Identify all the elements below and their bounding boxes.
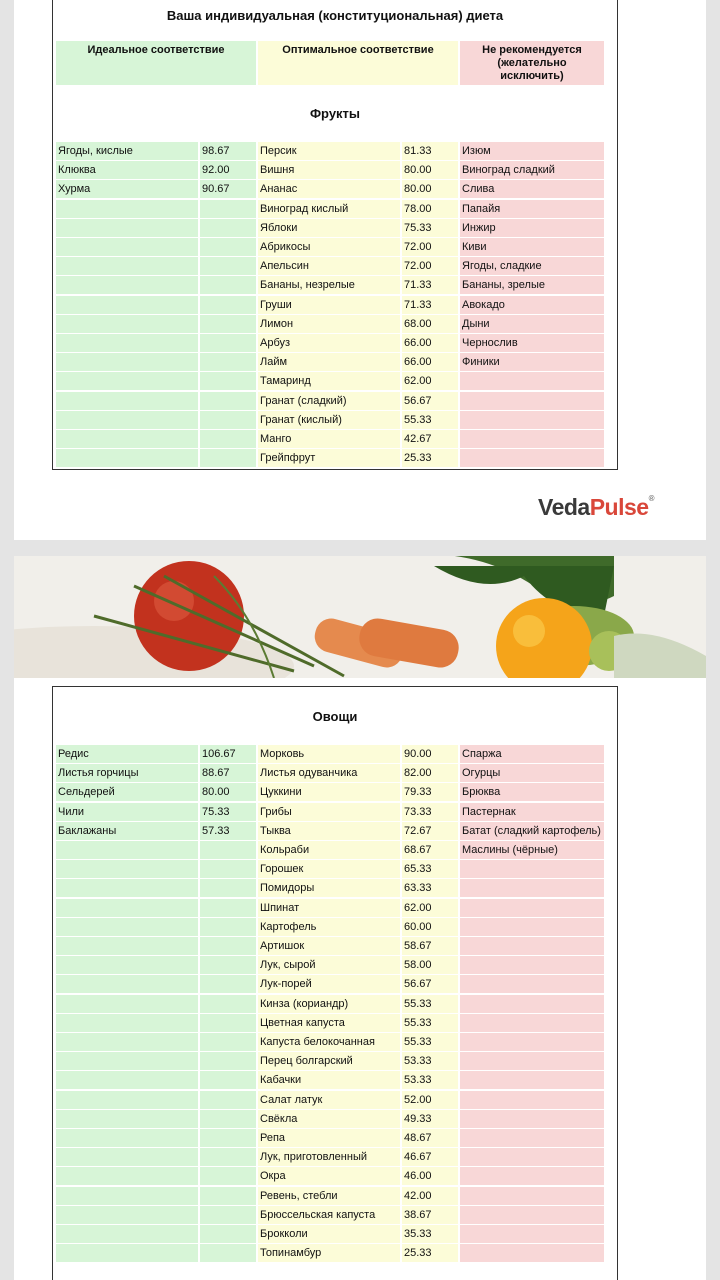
optimal-food-cell: Яблоки: [258, 219, 400, 237]
optimal-food-cell: Окра: [258, 1167, 400, 1185]
vegetables-row: [56, 918, 604, 936]
optimal-food-cell: Горошек: [258, 860, 400, 878]
vegetables-row: [56, 975, 604, 993]
fruits-row: [56, 315, 604, 333]
not-recommended-food-cell: [460, 1110, 604, 1128]
vegetables-row: [56, 899, 604, 917]
ideal-food-cell: [56, 238, 198, 256]
ideal-score-cell: [200, 1033, 256, 1051]
vegetables-row: [56, 764, 604, 782]
fruits-row: [56, 161, 604, 179]
ideal-score-cell: [200, 956, 256, 974]
logo-veda: Veda: [538, 494, 590, 520]
optimal-food-cell: Кабачки: [258, 1071, 400, 1089]
optimal-food-cell: Грейпфрут: [258, 449, 400, 467]
optimal-score-cell: 60.00: [402, 918, 458, 936]
ideal-food-cell: [56, 1091, 198, 1109]
not-recommended-food-cell: [460, 956, 604, 974]
ideal-score-cell: [200, 353, 256, 371]
logo-pulse: Pulse: [589, 494, 649, 520]
not-recommended-food-cell: [460, 1052, 604, 1070]
ideal-food-cell: [56, 257, 198, 275]
not-recommended-food-cell: Пастернак: [460, 803, 604, 821]
ideal-score-cell: [200, 995, 256, 1013]
not-recommended-food-cell: [460, 860, 604, 878]
ideal-food-cell: Ягоды, кислые: [56, 142, 198, 160]
not-recommended-food-cell: Финики: [460, 353, 604, 371]
vegetables-row: [56, 1014, 604, 1032]
optimal-score-cell: 81.33: [402, 142, 458, 160]
vegetables-row: [56, 1187, 604, 1205]
optimal-score-cell: 48.67: [402, 1129, 458, 1147]
report-page-1: [14, 0, 706, 540]
ideal-food-cell: [56, 219, 198, 237]
optimal-food-cell: Салат латук: [258, 1091, 400, 1109]
optimal-food-cell: Тыква: [258, 822, 400, 840]
optimal-food-cell: Вишня: [258, 161, 400, 179]
fruits-row: [56, 219, 604, 237]
optimal-food-cell: Лук, приготовленный: [258, 1148, 400, 1166]
vegetables-row: [56, 1110, 604, 1128]
ideal-food-cell: [56, 918, 198, 936]
ideal-food-cell: [56, 860, 198, 878]
optimal-score-cell: 25.33: [402, 1244, 458, 1262]
ideal-food-cell: [56, 430, 198, 448]
ideal-food-cell: [56, 276, 198, 294]
ideal-score-cell: [200, 449, 256, 467]
fruits-row: [56, 392, 604, 410]
vegetables-illustration: [14, 556, 706, 678]
optimal-food-cell: Топинамбур: [258, 1244, 400, 1262]
ideal-score-cell: [200, 918, 256, 936]
not-recommended-food-cell: Ягоды, сладкие: [460, 257, 604, 275]
ideal-score-cell: 75.33: [200, 803, 256, 821]
not-recommended-food-cell: Батат (сладкий картофель): [460, 822, 604, 840]
ideal-score-cell: [200, 1187, 256, 1205]
ideal-score-cell: 57.33: [200, 822, 256, 840]
vegetables-row: [56, 1071, 604, 1089]
ideal-score-cell: [200, 899, 256, 917]
optimal-score-cell: 25.33: [402, 449, 458, 467]
vegetables-row: [56, 1129, 604, 1147]
not-recommended-food-cell: Слива: [460, 180, 604, 198]
ideal-score-cell: [200, 219, 256, 237]
optimal-score-cell: 80.00: [402, 180, 458, 198]
header-not-recommended: [460, 41, 604, 85]
optimal-food-cell: Цветная капуста: [258, 1014, 400, 1032]
optimal-score-cell: 42.00: [402, 1187, 458, 1205]
not-recommended-food-cell: [460, 937, 604, 955]
optimal-food-cell: Помидоры: [258, 879, 400, 897]
vegetables-row: [56, 995, 604, 1013]
optimal-food-cell: Абрикосы: [258, 238, 400, 256]
optimal-score-cell: 46.00: [402, 1167, 458, 1185]
ideal-food-cell: [56, 899, 198, 917]
fruits-row: [56, 449, 604, 467]
not-recommended-food-cell: Брюква: [460, 783, 604, 801]
optimal-score-cell: 71.33: [402, 276, 458, 294]
optimal-food-cell: Репа: [258, 1129, 400, 1147]
ideal-food-cell: [56, 1110, 198, 1128]
fruits-row: [56, 430, 604, 448]
optimal-food-cell: Лук-порей: [258, 975, 400, 993]
not-recommended-food-cell: Киви: [460, 238, 604, 256]
not-recommended-food-cell: [460, 1244, 604, 1262]
ideal-food-cell: Клюква: [56, 161, 198, 179]
ideal-food-cell: [56, 353, 198, 371]
vegetables-row: [56, 783, 604, 801]
optimal-food-cell: Виноград кислый: [258, 200, 400, 218]
fruits-row: [56, 411, 604, 429]
fruits-row: [56, 334, 604, 352]
ideal-food-cell: Редис: [56, 745, 198, 763]
diet-table-vegetables: [52, 686, 618, 1280]
ideal-food-cell: Листья горчицы: [56, 764, 198, 782]
optimal-food-cell: Арбуз: [258, 334, 400, 352]
optimal-food-cell: Морковь: [258, 745, 400, 763]
optimal-score-cell: 49.33: [402, 1110, 458, 1128]
optimal-score-cell: 58.00: [402, 956, 458, 974]
vegetables-row: [56, 956, 604, 974]
optimal-food-cell: Лимон: [258, 315, 400, 333]
header-optimal: Оптимальное соответствие: [258, 41, 458, 85]
optimal-score-cell: 56.67: [402, 975, 458, 993]
ideal-food-cell: [56, 1187, 198, 1205]
vegetables-row: [56, 1148, 604, 1166]
optimal-score-cell: 53.33: [402, 1071, 458, 1089]
ideal-food-cell: [56, 841, 198, 859]
ideal-score-cell: [200, 1110, 256, 1128]
report-page-2: [14, 556, 706, 1280]
ideal-score-cell: [200, 238, 256, 256]
ideal-score-cell: 88.67: [200, 764, 256, 782]
ideal-food-cell: [56, 334, 198, 352]
fruits-row: [56, 180, 604, 198]
diet-table-fruits: [52, 0, 618, 470]
not-recommended-food-cell: [460, 1129, 604, 1147]
ideal-score-cell: [200, 937, 256, 955]
ideal-food-cell: [56, 956, 198, 974]
ideal-food-cell: [56, 1071, 198, 1089]
not-recommended-food-cell: [460, 411, 604, 429]
optimal-food-cell: Лук, сырой: [258, 956, 400, 974]
ideal-food-cell: [56, 372, 198, 390]
optimal-score-cell: 53.33: [402, 1052, 458, 1070]
optimal-score-cell: 42.67: [402, 430, 458, 448]
not-recommended-food-cell: Огурцы: [460, 764, 604, 782]
optimal-food-cell: Гранат (кислый): [258, 411, 400, 429]
not-recommended-food-cell: [460, 392, 604, 410]
vegetables-row: [56, 1225, 604, 1243]
not-recommended-food-cell: [460, 1206, 604, 1224]
header-not-recommended-line1: Не рекомендуется: [482, 44, 582, 56]
ideal-food-cell: [56, 200, 198, 218]
ideal-score-cell: [200, 1225, 256, 1243]
ideal-score-cell: 90.67: [200, 180, 256, 198]
ideal-food-cell: [56, 1052, 198, 1070]
ideal-score-cell: [200, 315, 256, 333]
optimal-score-cell: 66.00: [402, 353, 458, 371]
optimal-food-cell: Шпинат: [258, 899, 400, 917]
ideal-food-cell: [56, 411, 198, 429]
optimal-score-cell: 52.00: [402, 1091, 458, 1109]
optimal-score-cell: 78.00: [402, 200, 458, 218]
not-recommended-food-cell: Чернослив: [460, 334, 604, 352]
ideal-score-cell: [200, 860, 256, 878]
ideal-food-cell: [56, 1014, 198, 1032]
optimal-score-cell: 72.00: [402, 257, 458, 275]
optimal-score-cell: 62.00: [402, 372, 458, 390]
optimal-score-cell: 56.67: [402, 392, 458, 410]
ideal-score-cell: 92.00: [200, 161, 256, 179]
ideal-food-cell: [56, 1167, 198, 1185]
optimal-score-cell: 65.33: [402, 860, 458, 878]
vegetables-row: [56, 1244, 604, 1262]
ideal-score-cell: [200, 1052, 256, 1070]
optimal-food-cell: Брокколи: [258, 1225, 400, 1243]
ideal-food-cell: [56, 975, 198, 993]
optimal-food-cell: Ревень, стебли: [258, 1187, 400, 1205]
optimal-score-cell: 71.33: [402, 296, 458, 314]
not-recommended-food-cell: [460, 372, 604, 390]
vegetables-row: [56, 1091, 604, 1109]
not-recommended-food-cell: [460, 879, 604, 897]
not-recommended-food-cell: [460, 449, 604, 467]
optimal-score-cell: 72.00: [402, 238, 458, 256]
ideal-score-cell: [200, 1244, 256, 1262]
not-recommended-food-cell: [460, 1033, 604, 1051]
ideal-score-cell: [200, 879, 256, 897]
ideal-food-cell: [56, 315, 198, 333]
ideal-food-cell: [56, 1129, 198, 1147]
optimal-food-cell: Грибы: [258, 803, 400, 821]
vegetables-row: [56, 841, 604, 859]
ideal-score-cell: [200, 1167, 256, 1185]
vegetables-row: [56, 879, 604, 897]
ideal-score-cell: 106.67: [200, 745, 256, 763]
optimal-score-cell: 55.33: [402, 411, 458, 429]
ideal-score-cell: [200, 975, 256, 993]
header-ideal: Идеальное соответствие: [56, 41, 256, 85]
fruits-row: [56, 372, 604, 390]
ideal-food-cell: [56, 995, 198, 1013]
ideal-score-cell: [200, 841, 256, 859]
optimal-score-cell: 68.67: [402, 841, 458, 859]
optimal-score-cell: 90.00: [402, 745, 458, 763]
optimal-score-cell: 79.33: [402, 783, 458, 801]
optimal-food-cell: Свёкла: [258, 1110, 400, 1128]
ideal-score-cell: 80.00: [200, 783, 256, 801]
header-not-recommended-line2: (желательно: [497, 57, 567, 69]
optimal-score-cell: 66.00: [402, 334, 458, 352]
vedapulse-logo: [538, 494, 654, 521]
not-recommended-food-cell: Дыни: [460, 315, 604, 333]
vegetables-row: [56, 745, 604, 763]
optimal-food-cell: Бананы, незрелые: [258, 276, 400, 294]
optimal-food-cell: Тамаринд: [258, 372, 400, 390]
vegetables-row: [56, 803, 604, 821]
ideal-score-cell: [200, 1071, 256, 1089]
fruits-row: [56, 200, 604, 218]
optimal-food-cell: Гранат (сладкий): [258, 392, 400, 410]
ideal-food-cell: Баклажаны: [56, 822, 198, 840]
optimal-score-cell: 35.33: [402, 1225, 458, 1243]
fruits-row: [56, 353, 604, 371]
optimal-food-cell: Апельсин: [258, 257, 400, 275]
ideal-food-cell: Хурма: [56, 180, 198, 198]
ideal-score-cell: [200, 200, 256, 218]
ideal-score-cell: [200, 1014, 256, 1032]
optimal-score-cell: 55.33: [402, 1033, 458, 1051]
section-title-vegetables: Овощи: [312, 709, 358, 724]
optimal-score-cell: 55.33: [402, 1014, 458, 1032]
not-recommended-food-cell: Инжир: [460, 219, 604, 237]
ideal-score-cell: [200, 1091, 256, 1109]
not-recommended-food-cell: Маслины (чёрные): [460, 841, 604, 859]
not-recommended-food-cell: [460, 1091, 604, 1109]
ideal-score-cell: 98.67: [200, 142, 256, 160]
optimal-score-cell: 58.67: [402, 937, 458, 955]
ideal-score-cell: [200, 1206, 256, 1224]
not-recommended-food-cell: [460, 430, 604, 448]
ideal-food-cell: [56, 1225, 198, 1243]
ideal-food-cell: Сельдерей: [56, 783, 198, 801]
ideal-food-cell: [56, 879, 198, 897]
not-recommended-food-cell: Спаржа: [460, 745, 604, 763]
not-recommended-food-cell: Виноград сладкий: [460, 161, 604, 179]
optimal-food-cell: Картофель: [258, 918, 400, 936]
ideal-food-cell: [56, 937, 198, 955]
optimal-score-cell: 63.33: [402, 879, 458, 897]
not-recommended-food-cell: [460, 1225, 604, 1243]
vegetables-row: [56, 937, 604, 955]
ideal-score-cell: [200, 257, 256, 275]
fruits-row: [56, 142, 604, 160]
not-recommended-food-cell: [460, 975, 604, 993]
vegetables-banner-image: [14, 556, 706, 678]
ideal-food-cell: [56, 392, 198, 410]
optimal-score-cell: 73.33: [402, 803, 458, 821]
ideal-score-cell: [200, 392, 256, 410]
not-recommended-food-cell: Изюм: [460, 142, 604, 160]
optimal-score-cell: 38.67: [402, 1206, 458, 1224]
fruits-row: [56, 296, 604, 314]
ideal-food-cell: [56, 1206, 198, 1224]
optimal-food-cell: Перец болгарский: [258, 1052, 400, 1070]
optimal-food-cell: Ананас: [258, 180, 400, 198]
optimal-food-cell: Кольраби: [258, 841, 400, 859]
not-recommended-food-cell: Папайя: [460, 200, 604, 218]
logo-trademark: ®: [648, 494, 654, 503]
optimal-score-cell: 46.67: [402, 1148, 458, 1166]
ideal-food-cell: [56, 296, 198, 314]
ideal-food-cell: [56, 1033, 198, 1051]
not-recommended-food-cell: [460, 1167, 604, 1185]
optimal-food-cell: Капуста белокочанная: [258, 1033, 400, 1051]
vegetables-row: [56, 860, 604, 878]
not-recommended-food-cell: [460, 1071, 604, 1089]
optimal-score-cell: 55.33: [402, 995, 458, 1013]
vegetables-row: [56, 1206, 604, 1224]
fruits-row: [56, 257, 604, 275]
optimal-food-cell: Листья одуванчика: [258, 764, 400, 782]
not-recommended-food-cell: [460, 1187, 604, 1205]
ideal-score-cell: [200, 372, 256, 390]
optimal-score-cell: 75.33: [402, 219, 458, 237]
ideal-score-cell: [200, 296, 256, 314]
vegetables-row: [56, 1033, 604, 1051]
not-recommended-food-cell: [460, 1014, 604, 1032]
optimal-score-cell: 62.00: [402, 899, 458, 917]
ideal-score-cell: [200, 430, 256, 448]
not-recommended-food-cell: [460, 1148, 604, 1166]
not-recommended-food-cell: [460, 899, 604, 917]
optimal-food-cell: Лайм: [258, 353, 400, 371]
vegetables-row: [56, 822, 604, 840]
optimal-food-cell: Манго: [258, 430, 400, 448]
ideal-score-cell: [200, 276, 256, 294]
ideal-score-cell: [200, 334, 256, 352]
optimal-food-cell: Брюссельская капуста: [258, 1206, 400, 1224]
fruits-row: [56, 276, 604, 294]
optimal-food-cell: Персик: [258, 142, 400, 160]
optimal-score-cell: 80.00: [402, 161, 458, 179]
section-title-fruits: Фрукты: [309, 106, 361, 121]
header-not-recommended-line3: исключить): [500, 70, 564, 82]
optimal-food-cell: Артишок: [258, 937, 400, 955]
optimal-food-cell: Кинза (кориандр): [258, 995, 400, 1013]
vegetables-row: [56, 1052, 604, 1070]
not-recommended-food-cell: Бананы, зрелые: [460, 276, 604, 294]
optimal-score-cell: 82.00: [402, 764, 458, 782]
ideal-food-cell: [56, 449, 198, 467]
optimal-score-cell: 72.67: [402, 822, 458, 840]
not-recommended-food-cell: Авокадо: [460, 296, 604, 314]
optimal-food-cell: Цуккини: [258, 783, 400, 801]
fruits-row: [56, 238, 604, 256]
optimal-score-cell: 68.00: [402, 315, 458, 333]
document-title: Ваша индивидуальная (конституциональная) диета: [166, 8, 504, 23]
not-recommended-food-cell: [460, 995, 604, 1013]
ideal-food-cell: [56, 1244, 198, 1262]
optimal-food-cell: Груши: [258, 296, 400, 314]
ideal-score-cell: [200, 1129, 256, 1147]
ideal-food-cell: Чили: [56, 803, 198, 821]
ideal-score-cell: [200, 1148, 256, 1166]
not-recommended-food-cell: [460, 918, 604, 936]
vegetables-row: [56, 1167, 604, 1185]
ideal-food-cell: [56, 1148, 198, 1166]
ideal-score-cell: [200, 411, 256, 429]
